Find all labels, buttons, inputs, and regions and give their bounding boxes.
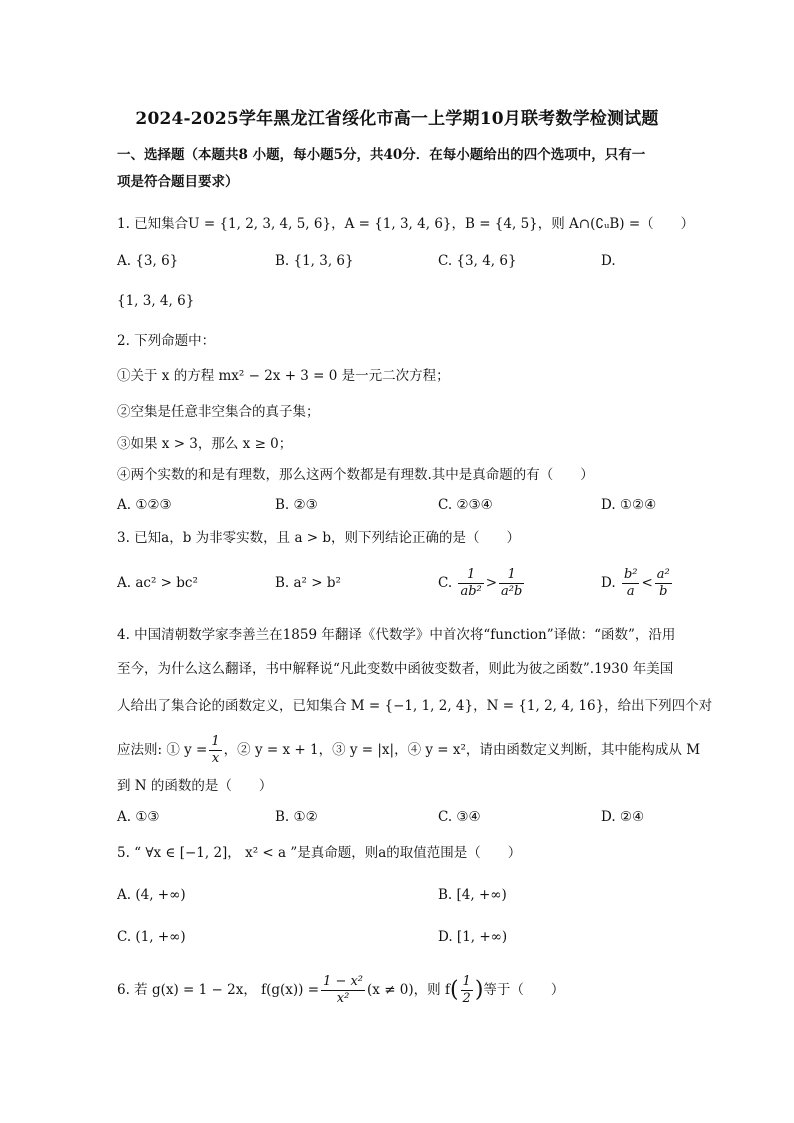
q6-suffix: 等于（ ） <box>483 982 565 998</box>
q2-option-c: C. ②③④ <box>438 497 493 513</box>
q3-d-den-2: b <box>659 584 668 599</box>
q4-option-b: B. ①② <box>275 809 318 825</box>
q3-d-num-2: a² <box>656 567 670 582</box>
q2-option-d: D. ①②④ <box>601 497 657 513</box>
q6-fraction <box>321 974 365 1007</box>
q4-option-d: D. ②④ <box>601 809 645 825</box>
q6-arg-fraction <box>461 974 473 1007</box>
q6-stem: 6. 若 g(x) = 1 − 2x， f(g(x)) = $\frac{\text{1 − x²}}{\text{x²}}$ (x ≠ 0)，则 f( $\frac{1}{2}$ )等于（ ） <box>117 974 565 1006</box>
q6-arg-den: 2 <box>462 991 471 1006</box>
q4-line-5: 到 N 的函数的是（ ） <box>117 778 273 794</box>
q3-option-d-label: D. <box>601 575 616 591</box>
q4-line-2: 至今，为什么这么翻译，书中解释说“凡此变数中函彼变数者，则此为彼之函数”.1930 年美国 <box>117 661 674 677</box>
q4-option-a: A. ①③ <box>117 809 160 825</box>
q3-d-fraction-2 <box>655 567 672 600</box>
q4-line-1: 4. 中国清朝数学家李善兰在1859 年翻译《代数学》中首次将“function”译做：“函数”，沿用 <box>117 627 676 643</box>
q5-option-a: A. (4, +∞) <box>117 887 186 903</box>
q3-d-operator: < <box>641 575 653 591</box>
q3-d-den-1: a <box>626 584 635 599</box>
q6-prefix: 6. 若 g(x) = 1 − 2x， f(g(x)) = <box>117 982 320 998</box>
q3-c-num-2: 1 <box>499 567 524 584</box>
section-heading-line2: 项是符合题目要求） <box>117 174 239 190</box>
q1-option-d: D. <box>601 253 616 269</box>
q3-option-c <box>438 564 526 602</box>
q2-option-a: A. ①②③ <box>117 497 172 513</box>
q4-rule-suffix: ，② y = x + 1，③ y = |x|，④ y = x²，请由函数定义判断，其中能构成从 M <box>223 742 701 758</box>
q3-c-fraction-1 <box>458 567 483 600</box>
q6-arg-num: 1 <box>462 974 471 989</box>
page-title: 2024-2025学年黑龙江省绥化市高一上学期10月联考数学检测试题 <box>135 109 659 129</box>
q6-middle: (x ≠ 0)，则 f <box>367 982 450 998</box>
q2-statement-4: ④两个实数的和是有理数，那么这两个数都是有理数.其中是真命题的有（ ） <box>117 467 594 483</box>
q4-line-4 <box>117 731 700 769</box>
q3-option-a: A. ac² > bc² <box>117 575 198 591</box>
q4-line-3: 人给出了集合论的函数定义，已知集合 M = {−1, 1, 2, 4}，N = {1, 2, 4, 16}，给出下列四个对 <box>117 698 713 714</box>
q3-d-fraction-1 <box>622 567 640 600</box>
section-heading-line1: 一、选择题（本题共8 小题，每小题5分，共40分．在每小题给出的四个选项中，只有一 <box>117 147 646 163</box>
q4-rule-den: x <box>211 751 220 766</box>
q2-statement-3: ③如果 x > 3，那么 x ≥ 0； <box>117 436 293 452</box>
q6-num: 1 − x² <box>323 974 364 989</box>
q4-option-c: C. ③④ <box>438 809 481 825</box>
q2-statement-1: ①关于 x 的方程 mx² − 2x + 3 = 0 是一元二次方程； <box>117 368 450 384</box>
q5-option-c: C. (1, +∞) <box>117 929 186 945</box>
q3-stem: 3. 已知a，b 为非零实数，且 a > b，则下列结论正确的是（ ） <box>117 530 521 546</box>
q4-rule-prefix: 应法则: ① y = <box>117 742 208 758</box>
q3-option-d <box>601 564 674 602</box>
q3-d-num-1: b² <box>623 567 638 582</box>
q3-c-operator: > <box>485 575 498 591</box>
q2-option-b: B. ②③ <box>275 497 318 513</box>
q3-c-den-1: ab² <box>460 584 482 599</box>
q3-c-den-2: a²b <box>501 584 523 599</box>
q1-option-a: A. {3, 6} <box>117 253 179 269</box>
q2-stem: 2. 下列命题中： <box>117 333 216 349</box>
q3-option-c-label: C. <box>438 575 453 591</box>
q1-option-d-value: {1, 3, 4, 6} <box>117 293 195 309</box>
q5-option-d: D. [1, +∞) <box>438 929 508 945</box>
q3-c-fraction-2 <box>499 567 524 600</box>
q3-option-b: B. a² > b² <box>275 575 341 591</box>
q5-option-b: B. [4, +∞) <box>438 887 507 903</box>
q5-stem: 5. “ ∀x ∈ [−1, 2]， x² < a ”是真命题，则a的取值范围是（ ） <box>117 845 522 861</box>
q4-rule-fraction <box>209 734 221 767</box>
q1-stem: 1. 已知集合U = {1, 2, 3, 4, 5, 6}，A = {1, 3, 4, 6}，B = {4, 5}，则 A∩(∁ᵤB) =（ ） <box>117 216 695 232</box>
q2-statement-2: ②空集是任意非空集合的真子集； <box>117 404 320 420</box>
q1-option-c: C. {3, 4, 6} <box>438 253 517 269</box>
q4-rule-num: 1 <box>211 734 220 749</box>
q1-option-b: B. {1, 3, 6} <box>275 253 354 269</box>
q6-den: x² <box>336 991 350 1006</box>
q3-c-num-1: 1 <box>458 567 483 584</box>
